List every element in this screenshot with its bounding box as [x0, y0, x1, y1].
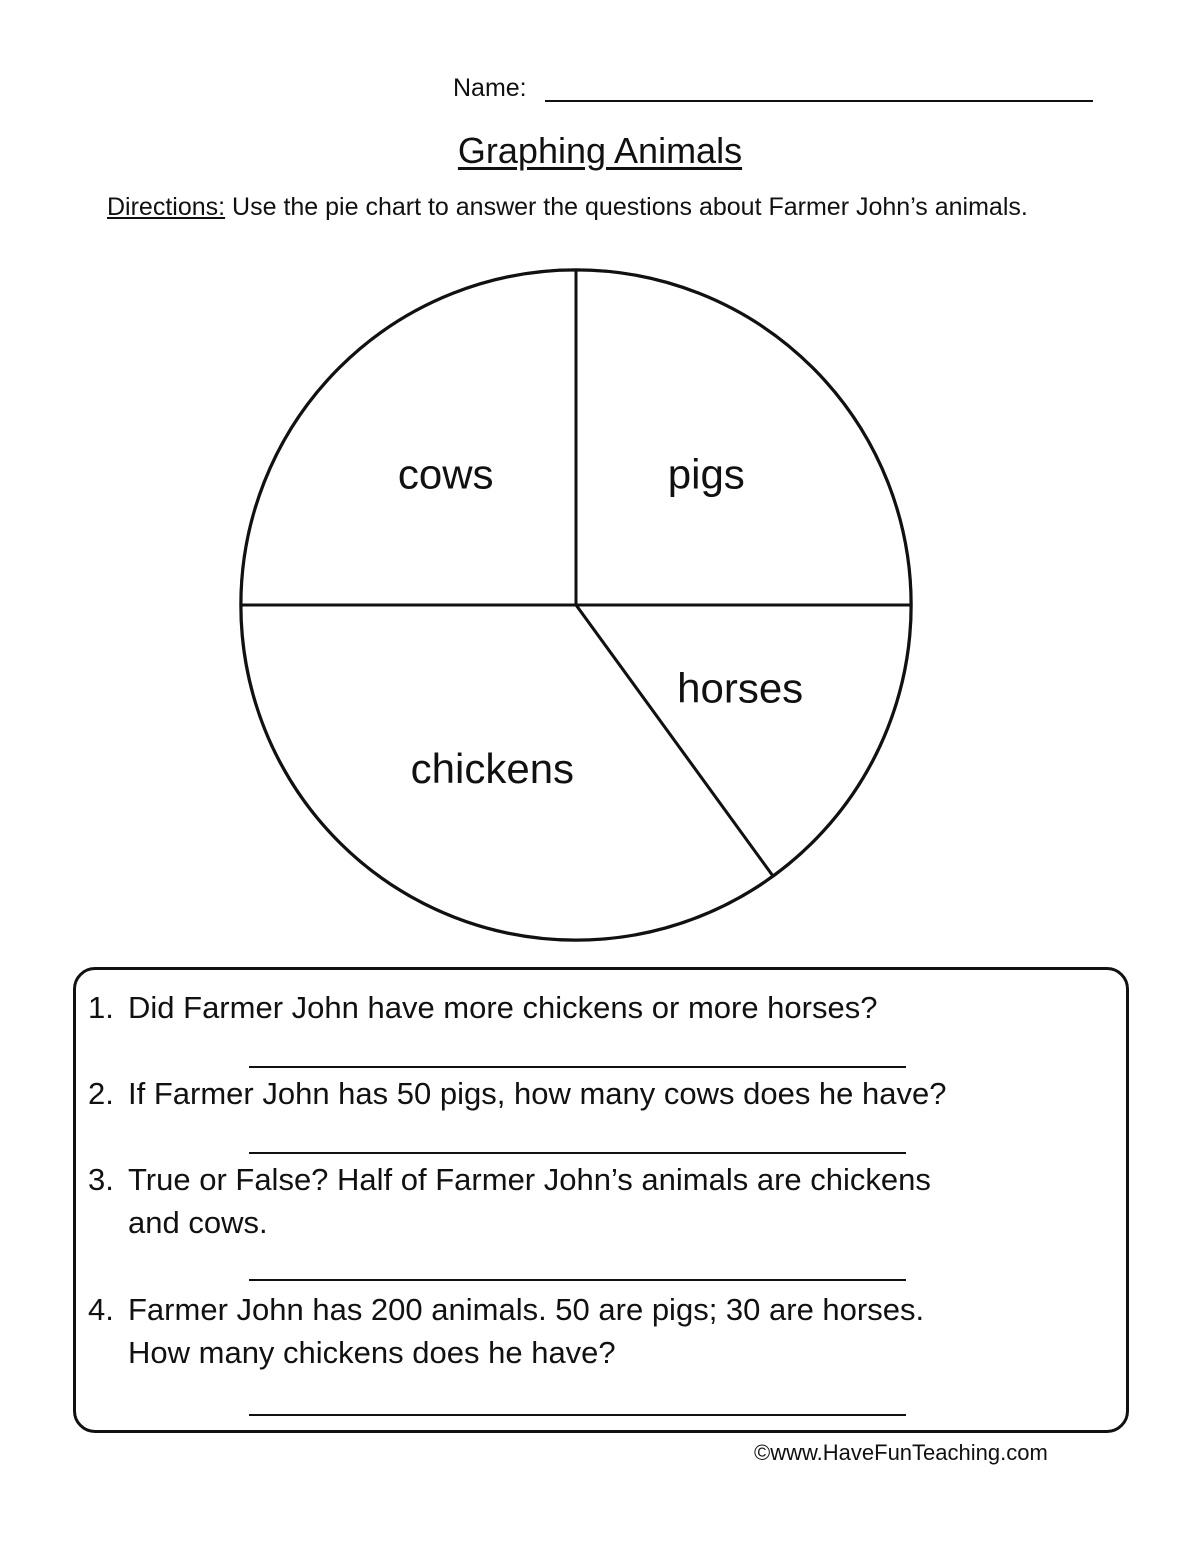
page-title: Graphing Animals: [457, 130, 743, 171]
question-text: Farmer John has 200 animals. 50 are pigs; 30 are horses.: [128, 1292, 925, 1327]
question-text-continued: How many chickens does he have?: [128, 1335, 616, 1370]
pie-slice-cows: [241, 270, 576, 605]
question-3: [88, 1158, 1088, 1244]
directions-label: Directions:: [107, 193, 226, 221]
answer-blank-1[interactable]: [249, 1066, 906, 1068]
question-text-continued: and cows.: [128, 1205, 268, 1240]
question-1: [88, 986, 1088, 1029]
pie-label-cows: cows: [397, 450, 494, 498]
question-number: 1.: [88, 990, 114, 1025]
question-number: 4.: [88, 1292, 114, 1327]
answer-blank-2[interactable]: [249, 1152, 906, 1154]
directions-text: Use the pie chart to answer the questions about Farmer John’s animals.: [225, 193, 1028, 221]
pie-label-pigs: pigs: [667, 450, 745, 498]
answer-blank-3[interactable]: [249, 1279, 906, 1281]
question-number: 2.: [88, 1076, 114, 1111]
question-text: Did Farmer John have more chickens or more horses?: [128, 990, 878, 1025]
answer-blank-4[interactable]: [249, 1414, 906, 1416]
pie-slice-pigs: [576, 270, 911, 605]
copyright-footer: ©www.HaveFunTeaching.com: [754, 1440, 1048, 1465]
question-text: True or False? Half of Farmer John’s animals are chickens: [128, 1162, 931, 1197]
name-label: Name:: [453, 74, 527, 102]
question-4: [88, 1288, 1088, 1374]
pie-label-horses: horses: [677, 664, 804, 712]
question-2: [88, 1072, 1088, 1115]
question-number: 3.: [88, 1162, 114, 1197]
question-text: If Farmer John has 50 pigs, how many cows does he have?: [128, 1076, 947, 1111]
pie-label-chickens: chickens: [410, 745, 575, 793]
